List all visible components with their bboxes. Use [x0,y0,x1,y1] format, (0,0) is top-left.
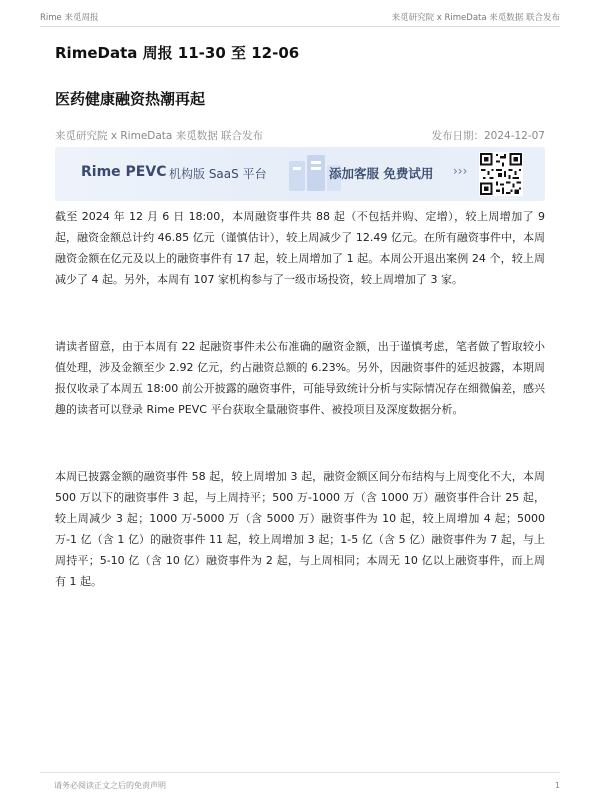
publisher-line: 来觅研究院 x RimeData 来觅数据 联合发布 [55,130,264,142]
paragraph-distribution: 本周已披露金额的融资事件 58 起，较上周增加 3 起，融资金额区间分布结构与上周变化不大，本周 500 万以下的融资事件 3 起，与上周持平；500 万-1000 万（含 1000 万）融资事件合计 25 起，较上周减少 3 起；1000 万-5000 万（含 5000 万）融资事件为 10 起，较上周增加 4 起；5000 万-1 亿（含 1 亿）的融资事件 11 起，较上周增加 3 起；1-5 亿（含 5 亿）融资事件为 7 起，与上周持平；5-10 亿（含 10 亿）融资事件为 2 起，与上周相同；本周无 10 亿以上融资事件，而上周有 1 起。 [55,470,545,588]
paragraph-summary: 截至 2024 年 12 月 6 日 18:00，本周融资事件共 88 起（不包括并购、定增），较上周增加了 9 起，融资金额总计约 46.85 亿元（谨慎估计），较上周减少了 12.49 亿元。在所有融资事件中，本周融资金额在亿元及以上的融资事件有 17 起，较上周增加了 1 起。本周公开退出案例 24 个，较上周减少了 4 起。另外，本周有 107 家机构参与了一级市场投资，较上周增加了 3 家。 [55,210,545,286]
report-title: RimeData 周报 11-30 至 12-06 [55,44,300,62]
banner-brand: Rime PEVC [81,164,167,180]
article-title: 医药健康融资热潮再起 [55,90,206,108]
page-number: 1 [554,781,560,790]
qr-code-icon [479,152,523,196]
banner-cta[interactable]: 添加客服 免费试用 [329,166,434,181]
header-right-label: 来觅研究院 x RimeData 来觅数据 联合发布 [391,13,560,23]
footer-disclaimer: 请务必阅读正文之后的免责声明 [54,781,166,790]
header-left-label: Rime 来觅周报 [40,13,99,23]
page-header [40,8,560,27]
page-footer [40,772,560,791]
promo-banner[interactable] [55,147,545,201]
banner-product: 机构版 SaaS 平台 [169,167,267,181]
publish-date: 发布日期：2024-12-07 [431,130,545,142]
paragraph-note: 请读者留意，由于本周有 22 起融资事件未公布准确的融资金额，出于谨慎考虑，笔者做了暂取较小值处理，涉及金额至少 2.92 亿元，约占融资总额的 6.23%。另外，因融资事件的延迟披露，本期周报仅收录了本周五 18:00 前公开披露的融资事件，可能导致统计分析与实际情况存在细微偏差，感兴趣的读者可以登录 Rime PEVC 平台获取全量融资事件、被投项目及深度数据分析。 [55,340,545,416]
chevron-right-icon: ››› [453,164,468,178]
